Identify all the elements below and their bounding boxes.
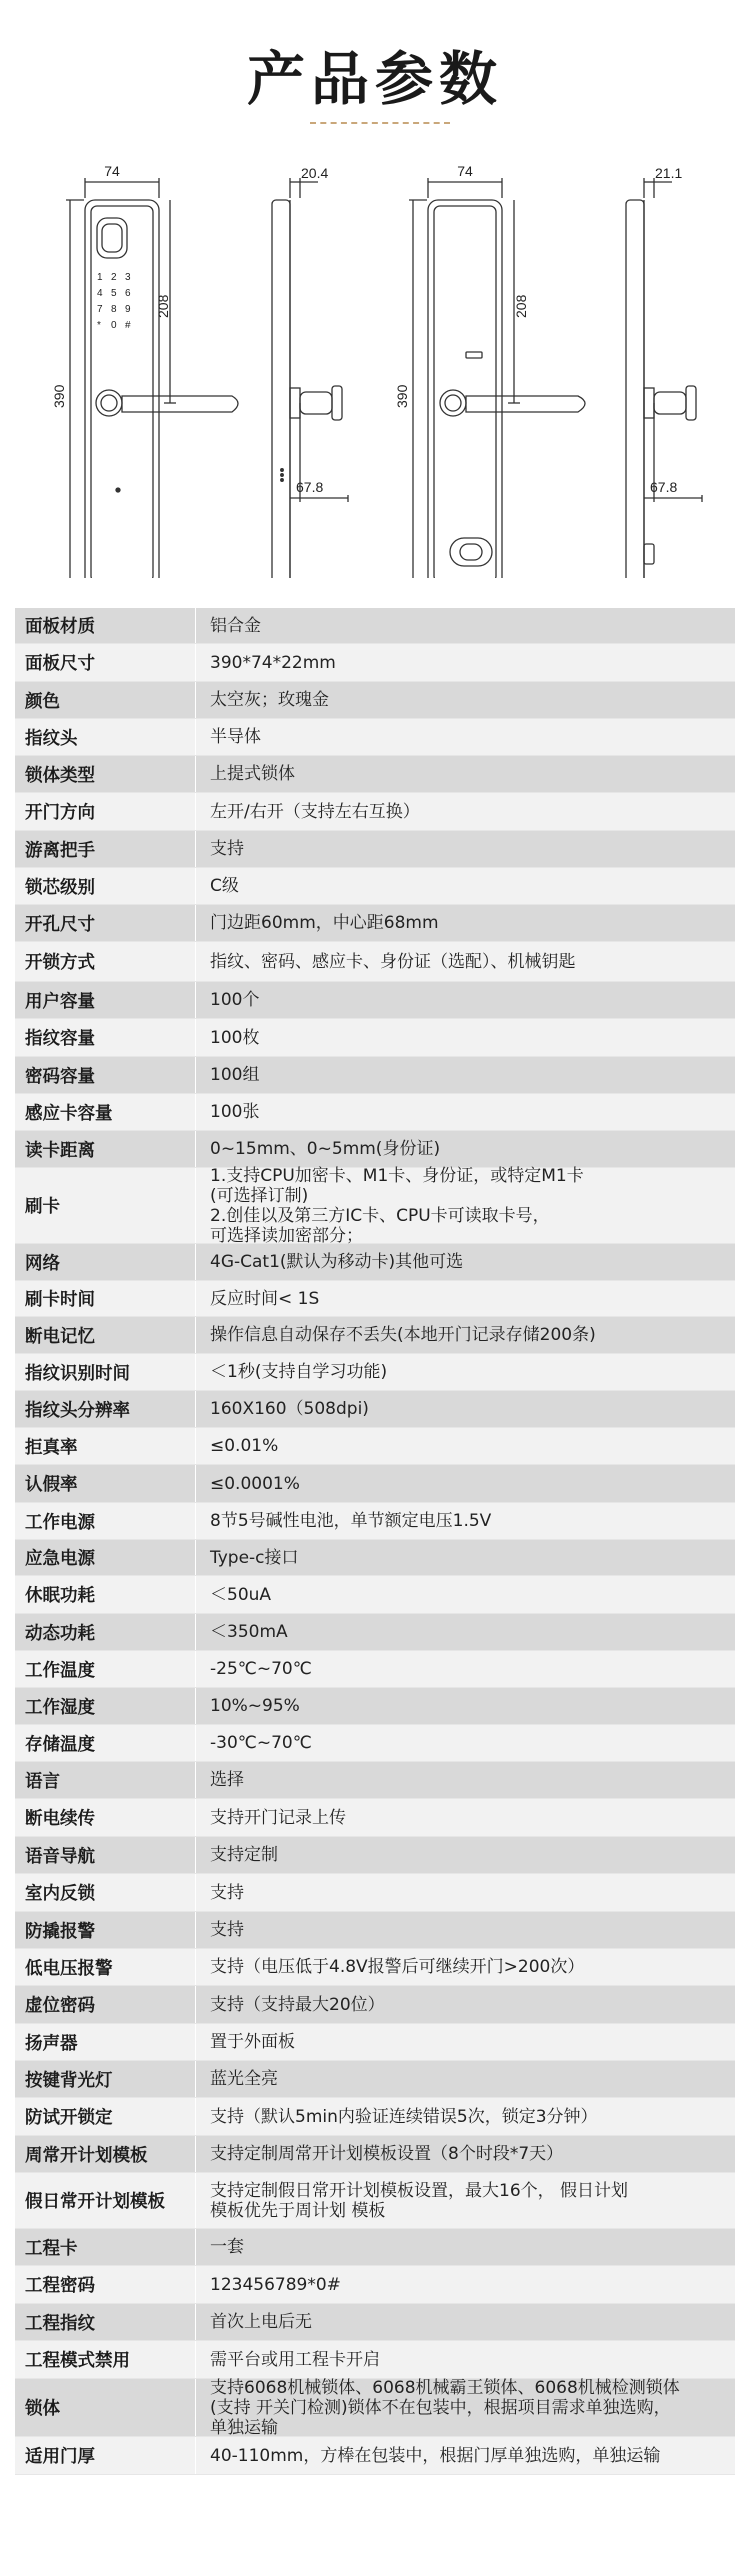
- spec-row: [15, 982, 735, 1019]
- spec-label: 工程卡: [25, 2238, 78, 2259]
- spec-value: 390*74*22mm: [210, 652, 336, 673]
- spec-row: [15, 2024, 735, 2061]
- spec-label: 防撬报警: [25, 1921, 95, 1942]
- spec-value: 太空灰；玫瑰金: [210, 690, 329, 710]
- spec-label: 工程指纹: [25, 2313, 95, 2334]
- front-height-label: 390: [51, 384, 67, 408]
- spec-row: [15, 2173, 735, 2229]
- spec-label: 刷卡时间: [25, 1290, 95, 1310]
- spec-value: 100个: [210, 990, 260, 1010]
- spec-value: Type-c接口: [210, 1547, 299, 1568]
- back-offset-label: 208: [513, 294, 529, 318]
- spec-value-line: 支持6068机械锁体、6068机械霸王锁体、6068机械检测锁体: [210, 2377, 680, 2398]
- spec-label: 存储温度: [25, 1734, 95, 1755]
- keypad: [97, 272, 131, 331]
- dimension-drawings: [0, 130, 750, 578]
- spec-value: 10%~95%: [210, 1696, 300, 1716]
- spec-row: [15, 1391, 735, 1428]
- spec-value: ≤0.01%: [210, 1436, 279, 1456]
- spec-row: [15, 2437, 735, 2475]
- key-hash: #: [125, 320, 131, 331]
- spec-label: 语言: [25, 1771, 60, 1792]
- spec-label: 锁芯级别: [25, 877, 95, 898]
- key-3: 3: [125, 272, 131, 283]
- spec-value: 操作信息自动保存不丢失(本地开门记录存储200条): [210, 1325, 596, 1345]
- spec-value: 123456789*0#: [210, 2274, 341, 2295]
- key-7: 7: [97, 304, 103, 315]
- spec-label: 工作电源: [25, 1512, 95, 1533]
- key-9: 9: [125, 304, 131, 315]
- key-1: 1: [97, 272, 103, 283]
- spec-row: [15, 793, 735, 831]
- front-width-label: 74: [104, 163, 120, 179]
- spec-row: [15, 1725, 735, 1762]
- spec-label: 周常开计划模板: [25, 2145, 148, 2166]
- spec-row: [15, 868, 735, 905]
- spec-row: [15, 1986, 735, 2024]
- spec-value: 支持定制: [210, 1845, 278, 1865]
- spec-value: 蓝光全亮: [210, 2069, 278, 2089]
- spec-value: -25℃~70℃: [210, 1659, 312, 1679]
- spec-row: [15, 2341, 735, 2379]
- key-8: 8: [111, 304, 117, 315]
- front-view: [66, 178, 238, 578]
- spec-row: [15, 1019, 735, 1057]
- spec-value: 选择: [210, 1770, 244, 1790]
- key-4: 4: [97, 288, 103, 299]
- spec-value: 4G-Cat1(默认为移动卡)其他可选: [210, 1252, 464, 1272]
- spec-value-line: 2.创佳以及第三方IC卡、CPU卡可读取卡号，: [210, 1205, 550, 1226]
- key-2: 2: [111, 272, 117, 283]
- spec-label: 虚位密码: [25, 1996, 95, 2016]
- spec-row: [15, 1874, 735, 1912]
- key-star: *: [97, 320, 101, 331]
- spec-label: 按键背光灯: [25, 2070, 113, 2091]
- spec-value: ＜350mA: [210, 1622, 288, 1642]
- spec-row: [15, 905, 735, 942]
- spec-label: 指纹容量: [25, 1029, 95, 1049]
- spec-value: 指纹、密码、感应卡、身份证（选配）、机械钥匙: [210, 951, 576, 972]
- spec-value-line: (支持 开关门检测)锁体不在包装中，根据项目需求单独选购，: [210, 2397, 671, 2418]
- spec-value: -30℃~70℃: [210, 1733, 312, 1753]
- spec-table: [15, 608, 735, 2475]
- page-header: [0, 0, 750, 130]
- spec-label: 用户容量: [25, 991, 95, 1012]
- spec-row: [15, 682, 735, 719]
- side-view-b: [626, 178, 702, 578]
- spec-label: 拒真率: [25, 1437, 78, 1458]
- spec-label: 刷卡: [25, 1197, 60, 1217]
- spec-label: 休眠功耗: [25, 1586, 95, 1606]
- back-height-label: 390: [394, 384, 410, 408]
- side-a-handle-label: 67.8: [296, 479, 324, 495]
- spec-value: 门边距60mm，中心距68mm: [210, 913, 439, 933]
- spec-row: [15, 1428, 735, 1465]
- spec-value: [196, 2173, 735, 2228]
- spec-label: 面板材质: [25, 617, 95, 637]
- spec-label: 开孔尺寸: [25, 914, 95, 935]
- spec-label: 密码容量: [25, 1066, 95, 1087]
- spec-value: 支持定制周常开计划模板设置（8个时段*7天）: [210, 2144, 564, 2164]
- key-0: 0: [111, 320, 117, 331]
- spec-row: [15, 1503, 735, 1540]
- spec-value: 反应时间< 1S: [210, 1288, 320, 1309]
- spec-value: 8节5号碱性电池，单节额定电压1.5V: [210, 1511, 492, 1531]
- spec-value: 100张: [210, 1102, 260, 1122]
- spec-value: 一套: [210, 2237, 244, 2257]
- side-b-handle-label: 67.8: [650, 479, 678, 495]
- spec-row: [15, 1799, 735, 1837]
- spec-value: ＜50uA: [210, 1584, 272, 1605]
- spec-value: 支持（电压低于4.8V报警后可继续开门>200次）: [210, 1957, 585, 1977]
- spec-label: 扬声器: [25, 2033, 78, 2054]
- spec-row: [15, 2098, 735, 2136]
- back-width-label: 74: [457, 163, 473, 179]
- side-b-depth-label: 21.1: [655, 165, 683, 181]
- side-a-depth-label: 20.4: [301, 165, 329, 181]
- spec-value-line: 单独运输: [210, 2417, 278, 2438]
- spec-label: 防试开锁定: [25, 2108, 113, 2128]
- spec-row: [15, 1576, 735, 1614]
- spec-label: 开锁方式: [25, 953, 95, 973]
- back-view: [409, 178, 585, 578]
- spec-row: [15, 1912, 735, 1949]
- spec-row: [15, 644, 735, 682]
- spec-label: 语音导航: [25, 1846, 95, 1867]
- spec-row: [15, 1165, 735, 1246]
- spec-label: 面板尺寸: [25, 654, 95, 674]
- spec-value: 40-110mm，方棒在包装中，根据门厚单独选购，单独运输: [210, 2445, 661, 2466]
- spec-row: [15, 2304, 735, 2341]
- spec-label: 指纹头分辨率: [25, 1400, 130, 1421]
- title-underline: [310, 122, 450, 124]
- spec-value: 100枚: [210, 1027, 260, 1048]
- front-offset-label: 208: [155, 294, 171, 318]
- spec-row: [15, 2061, 735, 2098]
- spec-row: [15, 1540, 735, 1576]
- spec-label: 断电记忆: [25, 1326, 95, 1347]
- spec-row: [15, 1465, 735, 1503]
- spec-value: 上提式锁体: [210, 764, 295, 784]
- spec-value: C级: [210, 876, 239, 896]
- spec-value: 支持开门记录上传: [210, 1807, 346, 1828]
- spec-value: 100组: [210, 1065, 260, 1085]
- spec-label: 适用门厚: [25, 2447, 95, 2467]
- spec-label: 工作湿度: [25, 1697, 95, 1718]
- spec-value-line: 支持定制假日常开计划模板设置，最大16个， 假日计划: [210, 2180, 629, 2201]
- spec-label: 游离把手: [25, 840, 95, 861]
- spec-value: 铝合金: [210, 615, 261, 636]
- spec-value: ≤0.0001%: [210, 1473, 300, 1494]
- spec-label: 指纹识别时间: [25, 1363, 130, 1384]
- spec-label: 认假率: [25, 1475, 78, 1495]
- key-5: 5: [111, 288, 117, 299]
- page-title: 产品参数: [246, 45, 503, 113]
- spec-value: 支持: [210, 839, 244, 859]
- spec-row: [15, 2379, 735, 2437]
- spec-row: [15, 1688, 735, 1725]
- spec-row: [15, 2266, 735, 2304]
- spec-row: [15, 831, 735, 868]
- spec-label: 动态功耗: [25, 1623, 95, 1644]
- spec-row: [15, 1281, 735, 1317]
- spec-value-line: 模板优先于周计划 模板: [210, 2200, 386, 2221]
- spec-label: 应急电源: [25, 1549, 95, 1569]
- spec-row: [15, 608, 735, 644]
- spec-value: 0~15mm、0~5mm(身份证): [210, 1139, 441, 1159]
- spec-label: 断电续传: [25, 1809, 95, 1829]
- spec-label: 工作温度: [25, 1660, 95, 1681]
- spec-row: [15, 756, 735, 793]
- spec-value: 支持（默认5min内验证连续错误5次，锁定3分钟）: [210, 2106, 598, 2127]
- spec-value: 160X160（508dpi): [210, 1399, 369, 1419]
- spec-label: 低电压报警: [25, 1958, 113, 1979]
- spec-label: 感应卡容量: [25, 1103, 113, 1124]
- spec-label: 开门方向: [25, 803, 95, 823]
- spec-label: 颜色: [25, 691, 60, 712]
- spec-row: [15, 1131, 735, 1168]
- spec-value: [196, 1165, 735, 1246]
- spec-row: [15, 2136, 735, 2173]
- spec-label: 读卡距离: [25, 1140, 95, 1161]
- spec-value: [196, 2379, 735, 2436]
- spec-label: 锁体类型: [25, 765, 95, 786]
- spec-row: [15, 1614, 735, 1651]
- spec-row: [15, 1094, 735, 1131]
- spec-value: 半导体: [210, 727, 261, 747]
- spec-row: [15, 2229, 735, 2266]
- spec-value-line: 可选择读加密部分；: [210, 1225, 363, 1246]
- spec-value: 左开/右开（支持左右互换）: [210, 801, 420, 822]
- key-6: 6: [125, 288, 131, 299]
- spec-label: 网络: [25, 1253, 60, 1274]
- spec-value: 支持: [210, 1882, 244, 1903]
- spec-row: [15, 719, 735, 756]
- spec-value-line: 1.支持CPU加密卡、M1卡、身份证，或特定M1卡: [210, 1165, 584, 1186]
- spec-row: [15, 1651, 735, 1688]
- spec-row: [15, 1057, 735, 1094]
- spec-label: 工程模式禁用: [25, 2351, 130, 2371]
- side-view-a: [272, 178, 348, 578]
- spec-value: 支持（支持最大20位）: [210, 1994, 385, 2015]
- spec-value: ＜1秒(支持自学习功能): [210, 1362, 388, 1382]
- spec-label: 室内反锁: [25, 1884, 95, 1904]
- spec-value: 置于外面板: [210, 2032, 295, 2052]
- spec-label: 指纹头: [25, 728, 78, 749]
- spec-row: [15, 1354, 735, 1391]
- spec-row: [15, 942, 735, 982]
- spec-label: 锁体: [25, 2399, 60, 2419]
- lock-drawing-svg: [0, 130, 750, 578]
- spec-label: 假日常开计划模板: [25, 2192, 165, 2212]
- spec-value: 需平台或用工程卡开启: [210, 2349, 380, 2370]
- spec-value: 首次上电后无: [210, 2312, 312, 2332]
- spec-row: [15, 1244, 735, 1281]
- spec-label: 工程密码: [25, 2276, 95, 2296]
- spec-value: 支持: [210, 1920, 244, 1940]
- spec-row: [15, 1317, 735, 1354]
- spec-value-line: (可选择订制): [210, 1185, 309, 1206]
- spec-row: [15, 1837, 735, 1874]
- spec-row: [15, 1949, 735, 1986]
- spec-row: [15, 1762, 735, 1799]
